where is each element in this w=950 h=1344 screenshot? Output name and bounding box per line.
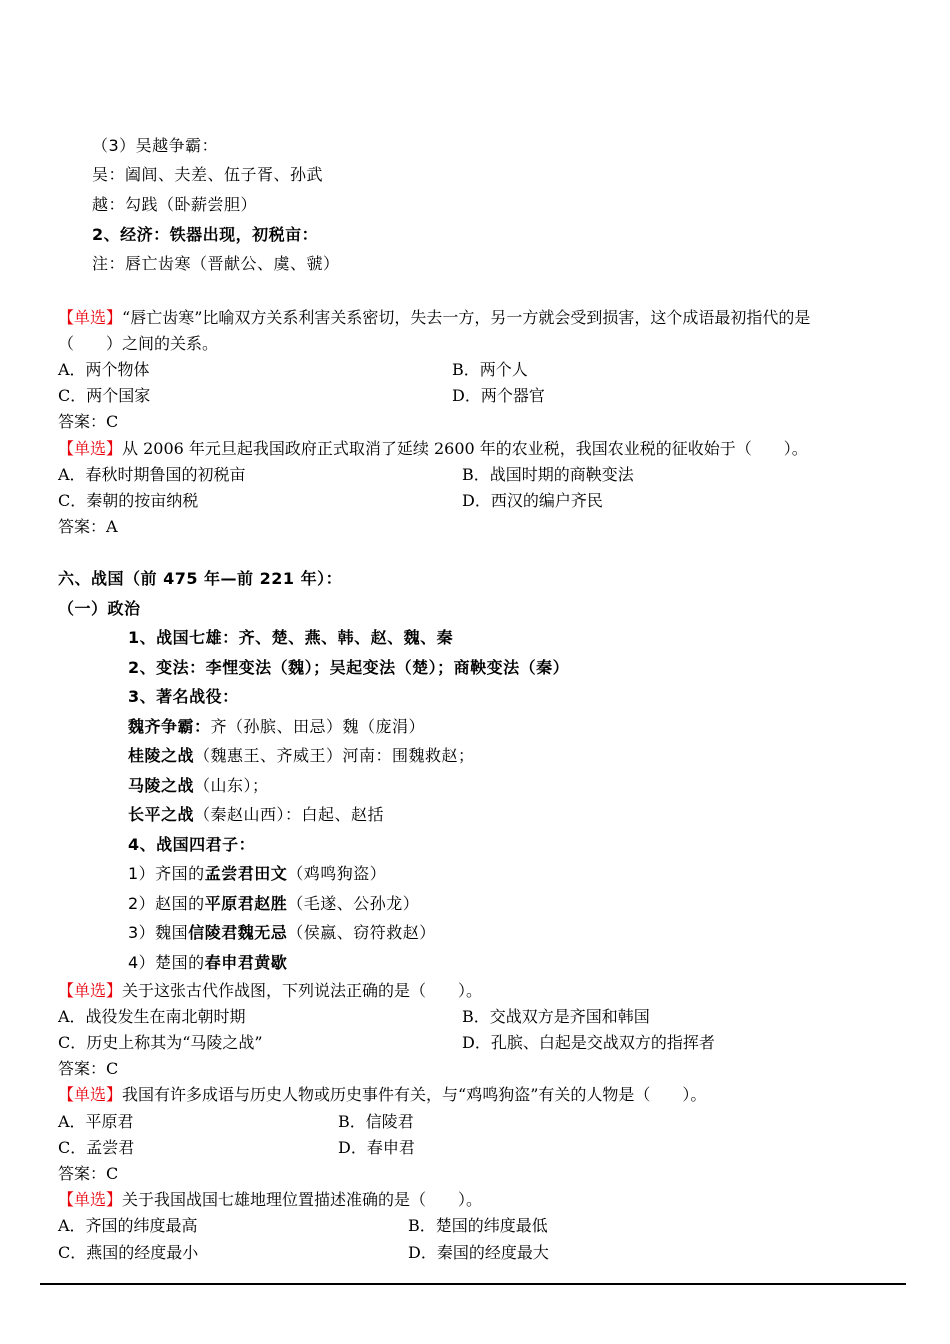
question-4-option-b: B．信陵君: [338, 1112, 414, 1131]
idiom-note: 注：唇亡齿寒（晋献公、虞、虢）: [92, 254, 340, 273]
question-tag: 【单选】: [58, 308, 123, 327]
battle-weiqi: 魏齐争霸：齐（孙膑、田忌）魏（庞涓）: [128, 717, 426, 736]
question-4-option-c: C．孟尝君: [58, 1138, 135, 1157]
question-3-option-c: C．历史上称其为“马陵之战”: [58, 1033, 263, 1052]
question-3-option-b: B．交战双方是齐国和韩国: [462, 1007, 650, 1026]
question-2-option-a: A．春秋时期鲁国的初税亩: [58, 465, 246, 484]
zhanguo-heading: 六、战国（前 475 年—前 221 年）：: [58, 569, 343, 588]
wuyue-heading: （3）吴越争霸：: [92, 136, 219, 155]
question-5-option-a: A．齐国的纬度最高: [58, 1216, 198, 1235]
question-5-option-d: D．秦国的经度最大: [408, 1243, 549, 1262]
question-3-option-a: A．战役发生在南北朝时期: [58, 1007, 246, 1026]
question-1-option-d: D．两个器官: [452, 386, 545, 405]
wu-figures: 吴：阖闾、夫差、伍子胥、孙武: [92, 165, 324, 184]
question-1-option-a: A．两个物体: [58, 360, 150, 379]
question-3-answer: 答案：C: [58, 1059, 119, 1078]
question-4-option-a: A．平原君: [58, 1112, 134, 1131]
yue-figures: 越：勾践（卧薪尝胆）: [92, 195, 258, 214]
question-tag: 【单选】: [58, 439, 123, 458]
question-5-stem: 【单选】关于我国战国七雄地理位置描述准确的是（ ）。: [58, 1190, 483, 1209]
question-tag: 【单选】: [58, 1190, 123, 1209]
lord-3: 3）魏国信陵君魏无忌（侯嬴、窃符救赵）: [128, 923, 436, 942]
lord-4: 4）楚国的春申君黄歇: [128, 953, 288, 972]
question-tag: 【单选】: [58, 1085, 123, 1104]
lord-2: 2）赵国的平原君赵胜（毛遂、公孙龙）: [128, 894, 420, 913]
footer-divider: [40, 1283, 906, 1285]
battle-maling: 马陵之战（山东）；: [128, 776, 269, 795]
question-4-stem: 【单选】我国有许多成语与历史人物或历史事件有关，与“鸡鸣狗盗”有关的人物是（ ）。: [58, 1085, 707, 1104]
question-2-answer: 答案：A: [58, 517, 118, 536]
question-1-stem: 【单选】“唇亡齿寒”比喻双方关系利害关系密切，失去一方，另一方就会受到损害，这个成语最初指代的是: [58, 308, 811, 327]
question-tag: 【单选】: [58, 981, 123, 1000]
question-3-option-d: D．孔膑、白起是交战双方的指挥者: [462, 1033, 715, 1052]
question-1-stem-cont: （ ）之间的关系。: [58, 334, 219, 353]
battle-changping: 长平之战（秦赵山西）：白起、赵括: [128, 805, 385, 824]
question-5-option-b: B．楚国的纬度最低: [408, 1216, 548, 1235]
economy-heading: 2、经济：铁器出现，初税亩：: [92, 225, 319, 244]
question-1-option-b: B．两个人: [452, 360, 528, 379]
battles-heading: 3、著名战役：: [128, 687, 239, 706]
question-4-answer: 答案：C: [58, 1164, 119, 1183]
seven-states: 1、战国七雄：齐、楚、燕、韩、赵、魏、秦: [128, 628, 454, 647]
question-1-option-c: C．两个国家: [58, 386, 151, 405]
four-lords-heading: 4、战国四君子：: [128, 835, 256, 854]
question-4-option-d: D．春申君: [338, 1138, 415, 1157]
question-2-option-d: D．西汉的编户齐民: [462, 491, 603, 510]
battle-guiling: 桂陵之战（魏惠王、齐威王）河南：围魏救赵；: [128, 746, 475, 765]
question-5-option-c: C．燕国的经度最小: [58, 1243, 199, 1262]
question-3-stem: 【单选】关于这张古代作战图，下列说法正确的是（ ）。: [58, 981, 483, 1000]
question-1-answer: 答案：C: [58, 412, 119, 431]
question-2-stem: 【单选】从 2006 年元旦起我国政府正式取消了延续 2600 年的农业税，我国农业税的征收始于（ ）。: [58, 439, 808, 458]
lord-1: 1）齐国的孟尝君田文（鸡鸣狗盗）: [128, 864, 387, 883]
politics-heading: （一）政治: [58, 599, 141, 618]
question-2-option-b: B．战国时期的商鞅变法: [462, 465, 634, 484]
reforms: 2、变法：李悝变法（魏）；吴起变法（楚）；商鞅变法（秦）: [128, 658, 570, 677]
question-2-option-c: C．秦朝的按亩纳税: [58, 491, 199, 510]
